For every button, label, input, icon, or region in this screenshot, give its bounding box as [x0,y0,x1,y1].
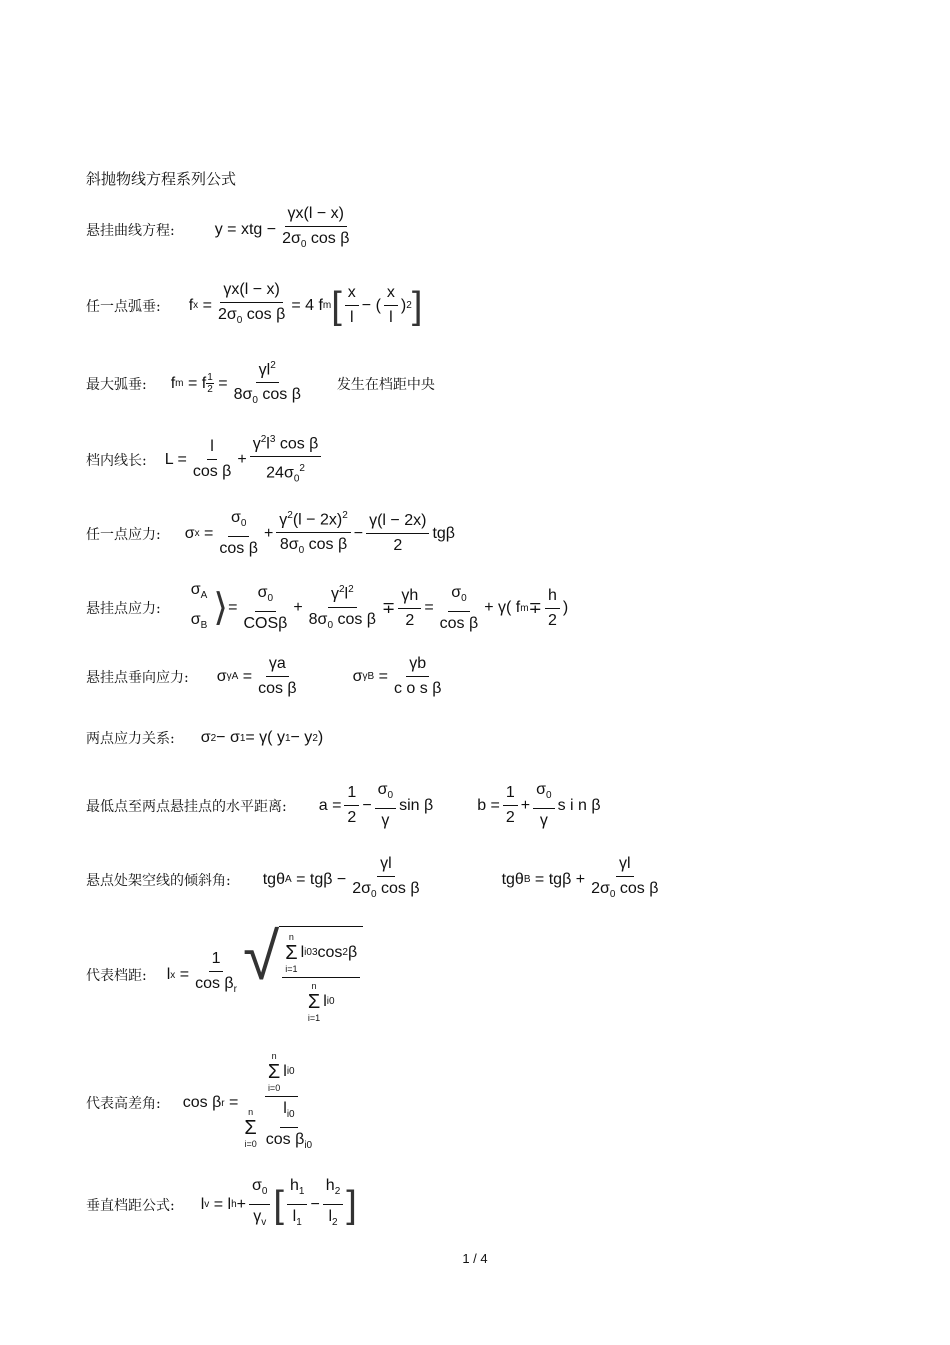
formula-note: 发生在档距中央 [336,376,435,393]
formula-expression-b: tgθ B = tgβ + $\frac{\gamma l}{2\sigma_0 \cos \beta}$ [501,855,659,901]
formula-expression: $\sigma_A$ $\sigma_B$ ⟩ = $\frac{\sigma_0}{\text{COSβ}}$ + $\frac{\gamma^2l^2}{8\sigma_0 \cos \beta}$ ∓ $\frac{\gamma h}{2}$ = $\frac{\sigma_0}{\text{cos β}}$ + γ( f m ∓ $\frac{h}{2}$ ) [190,581,569,632]
formula-row-stress-any-point [86,506,455,562]
formula-expression: l v = l h + $\frac{\sigma_0}{\gamma_v}$ [ $\frac{h_1}{l_1}$ − $\frac{h_2}{l_2}$ ] [200,1177,357,1229]
formula-row-ruling-span [86,919,363,1024]
formula-expression: a = $\frac{1}{2}$ − $\frac{\sigma_0}{\gamma}$ sin β [318,781,434,830]
formula-row-suspension-stress [86,580,568,636]
formula-expression: y = xtg − $\frac{\gamma x(l - x)}{2\sigma_0 \cos \beta}$ [214,205,350,251]
formula-expression: tgθ A = tgβ − $\frac{\gamma l}{2\sigma_0 \cos \beta}$ [262,855,420,901]
formula-label: 档内线长: [86,452,147,469]
formula-row-vertical-stress [86,654,447,699]
formula-label: 两点应力关系: [86,731,175,747]
formula-expression: cos β r = n Σ i=0 l i0 n Σ i=0 $\frac{l_{i0}}{\cos \beta_{i0}}$ [182,1051,313,1152]
formula-row-sag-any-point [86,280,422,331]
formula-label: 代表高差角: [86,1096,161,1113]
formula-row-max-sag [86,356,435,412]
formula-row-ruling-height-angle [86,1050,324,1156]
formula-label: 任一点弧垂: [86,298,161,315]
formula-label: 最大弧垂: [86,376,147,393]
formula-expression: σ γA = $\frac{\gamma a}{\text{cos β}}$ [216,655,297,697]
formula-expression-b: b = $\frac{1}{2}$ + $\frac{\sigma_0}{\gamma}$ s i n β [477,781,601,830]
formula-label: 悬挂曲线方程: [86,222,175,239]
formula-expression: L = $\frac{l}{\text{cos β}}$ + $\frac{\gamma^2l^3 \cos \beta}{24\sigma_0^2}$ [165,430,325,490]
formula-label: 垂直档距公式: [86,1197,175,1214]
formula-expression: f m = f $\frac{1}{2}$ = $\frac{\gamma l^2}{8\sigma_0 \cos \beta}$ [171,356,307,412]
formula-label: 悬挂点垂向应力: [86,669,189,686]
formula-row-two-point-stress [86,728,323,748]
formula-row-horizontal-distance [86,780,601,831]
formula-label: 悬点处架空线的倾斜角: [86,872,231,889]
formula-expression: l x = $\frac{1}{\cos \beta_r}$ √ n Σ i=1 l i0 3 cos 2 β n Σ i=1 l i0 [167,926,363,1024]
formula-expression-b: σ γB = $\frac{\gamma b}{\text{c o s β}}$ [352,655,442,697]
formula-row-catenary [86,204,355,255]
formula-row-vertical-span [86,1176,357,1233]
page-number: 1 / 4 [462,1251,488,1266]
formula-label: 悬挂点应力: [86,601,161,618]
formula-row-line-length [86,430,324,490]
formula-label: 最低点至两点悬挂点的水平距离: [86,798,287,815]
formula-expression: f x = $\frac{\gamma x(l - x)}{2\sigma_0 \cos \beta}$ = 4 f m [ $\frac{x}{l}$ − ( $\frac{x}{l}$ ) 2 ] [188,281,423,327]
formula-label: 代表档距: [86,968,147,984]
formula-row-inclination-angle [86,854,664,905]
formula-label: 任一点应力: [86,526,161,543]
formula-expression: σ 2 − σ 1 = γ( y 1 − y 2 ) [200,729,324,746]
formula-expression: σ x = $\frac{\sigma_0}{\text{cos β}}$ + $\frac{\gamma^2(l - 2x)^2}{8\sigma_0 \cos \beta}$ − $\frac{\gamma(l - 2x)}{2}$ tgβ [185,506,455,562]
doc-title: 斜抛物线方程系列公式 [86,170,237,188]
